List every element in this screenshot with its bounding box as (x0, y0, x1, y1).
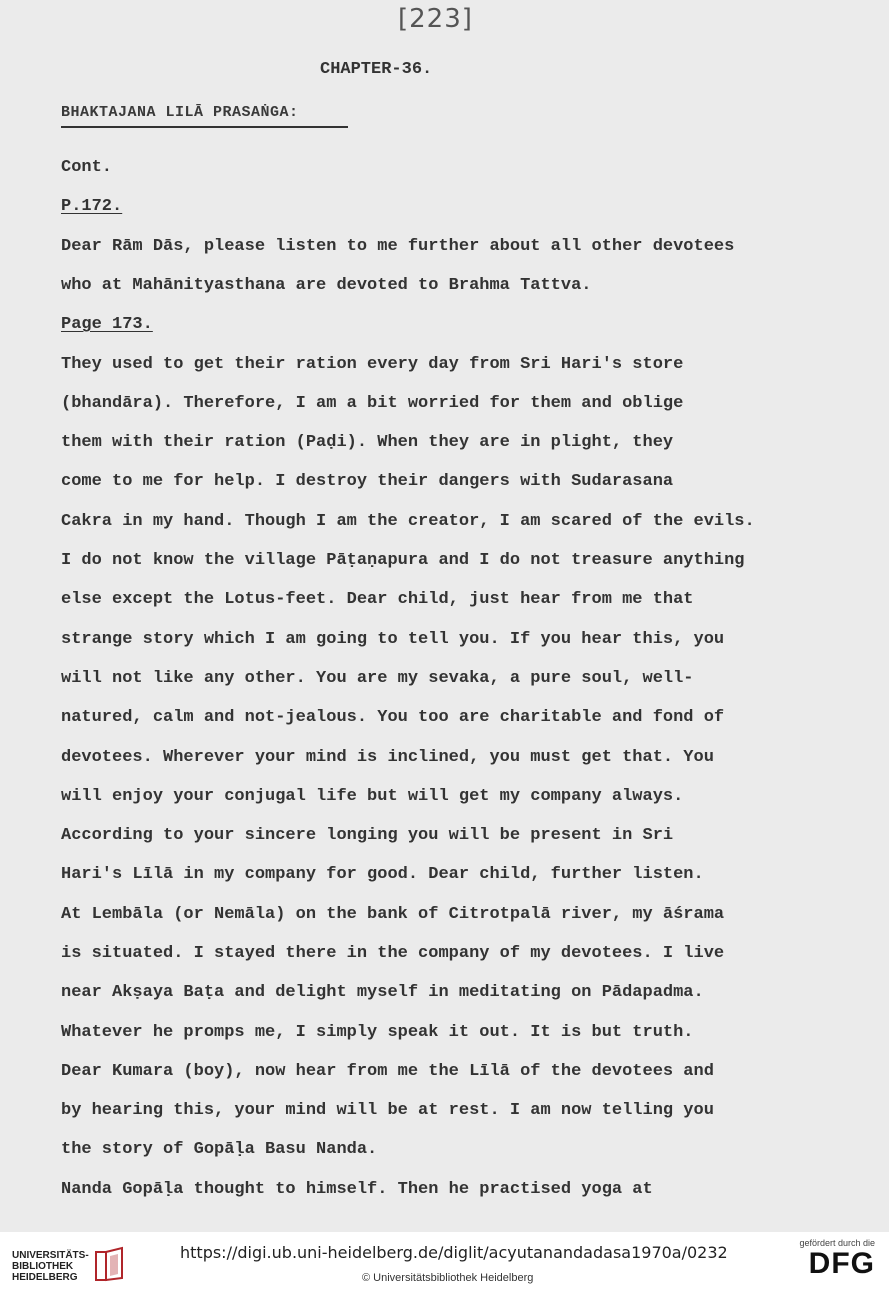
page-reference: Page 173. (61, 315, 153, 334)
text-line: Dear Rām Dās, please listen to me further about all other devotees (61, 237, 735, 256)
text-line: the story of Gopāḷa Basu Nanda. (61, 1140, 378, 1159)
text-line: near Akṣaya Baṭa and delight myself in meditating on Pādapadma. (61, 983, 704, 1002)
ub-emblem-icon (92, 1246, 132, 1284)
section-underline (61, 126, 348, 128)
text-line: will enjoy your conjugal life but will get my company always. (61, 787, 684, 806)
text-line: strange story which I am going to tell you. If you hear this, you (61, 630, 725, 649)
text-line: devotees. Wherever your mind is inclined, you must get that. You (61, 748, 714, 767)
dfg-caption: gefördert durch die (799, 1238, 875, 1248)
text-line: They used to get their ration every day from Sri Hari's store (61, 355, 684, 374)
dfg-logo-text: DFG (808, 1247, 875, 1280)
page-reference: P.172. (61, 197, 123, 216)
ub-heidelberg-logo[interactable] (12, 1244, 142, 1284)
footer-bar (0, 1232, 889, 1294)
text-line: them with their ration (Paḍi). When they are in plight, they (61, 433, 674, 452)
dfg-funding-logo[interactable] (785, 1238, 875, 1288)
text-line: natured, calm and not-jealous. You too are charitable and fond of (61, 708, 725, 727)
text-line: I do not know the village Pāṭaṇapura and I do not treasure anything (61, 551, 745, 570)
text-line: will not like any other. You are my sevaka, a pure soul, well- (61, 669, 694, 688)
page-number: [223] (398, 4, 473, 34)
text-line: else except the Lotus-feet. Dear child, just hear from me that (61, 590, 694, 609)
copyright-text: © Universitätsbibliothek Heidelberg (362, 1272, 534, 1284)
text-line: Hari's Līlā in my company for good. Dear child, further listen. (61, 865, 704, 884)
text-line: According to your sincere longing you will be present in Sri (61, 826, 674, 845)
page-url-link[interactable]: https://digi.ub.uni-heidelberg.de/diglit/acyutanandadasa1970a/0232 (180, 1243, 728, 1262)
text-line: Cont. (61, 158, 113, 177)
text-line: Whatever he promps me, I simply speak it out. It is but truth. (61, 1023, 694, 1042)
ub-logo-text: UNIVERSITÄTS- BIBLIOTHEK HEIDELBERG (12, 1250, 89, 1283)
chapter-heading: CHAPTER-36. (320, 60, 433, 79)
section-heading: BHAKTAJANA LILĀ PRASAṄGA: (61, 104, 299, 121)
text-line: Cakra in my hand. Though I am the creator, I am scared of the evils. (61, 512, 755, 531)
text-line: Dear Kumara (boy), now hear from me the Līlā of the devotees and (61, 1062, 714, 1081)
text-line: come to me for help. I destroy their dangers with Sudarasana (61, 472, 674, 491)
text-line: At Lembāla (or Nemāla) on the bank of Citrotpalā river, my āśrama (61, 905, 725, 924)
text-line: is situated. I stayed there in the company of my devotees. I live (61, 944, 725, 963)
text-line: Nanda Gopāḷa thought to himself. Then he practised yoga at (61, 1180, 653, 1199)
text-line: by hearing this, your mind will be at rest. I am now telling you (61, 1101, 714, 1120)
text-line: who at Mahānityasthana are devoted to Brahma Tattva. (61, 276, 592, 295)
text-line: (bhandāra). Therefore, I am a bit worried for them and oblige (61, 394, 684, 413)
